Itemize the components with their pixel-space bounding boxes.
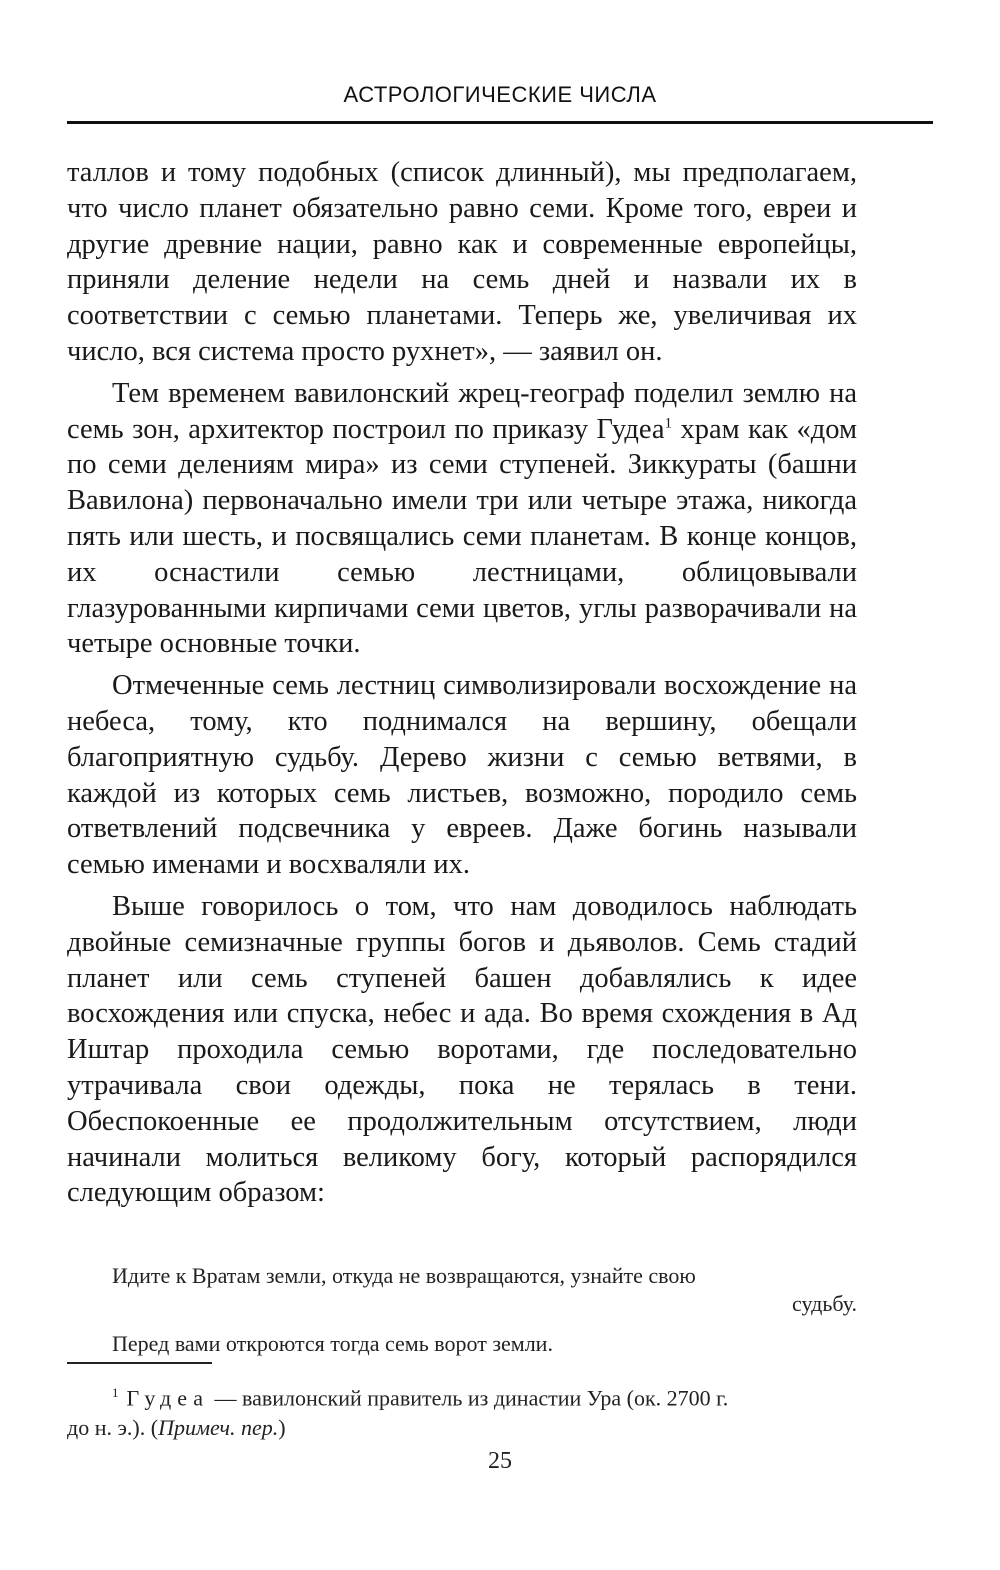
running-header: АСТРОЛОГИЧЕСКИЕ ЧИСЛА: [343, 82, 657, 107]
paragraph-2-start: Тем временем вавилонский жрец-географ поделил землю на семь зон, архитектор построил по приказу Гудеа: [67, 377, 857, 445]
footnote-note: Примеч. пер.: [158, 1415, 279, 1441]
paragraph-1: таллов и тому подобных (список длинный), мы предполагаем, что число планет обязательно равно семи. Кроме того, евреи и другие древние нации, равно как и современные европейцы, приняли деление недели на семь дней и назвали их в соответствии с семью планетами. Теперь же, увеличивая их число, вся система просто рухнет», — заявил он.: [67, 157, 857, 367]
quote-line-1-end: судьбу.: [792, 1291, 857, 1316]
footnote: [67, 1378, 857, 1443]
paragraph-2-end: храм как «дом по семи делениям мира» из семи ступеней. Зиккураты (башни Вавилона) первоначально имели три или четыре этажа, никогда пять или шесть, и посвящались семи планетам. В конце концов, их оснастили семью лестницами, облицовывали глазурованными кирпичами семи цветов, углы разворачивали на четыре основные точки.: [67, 413, 857, 660]
footnote-text: — вавилонский правитель из династии Ура (ок. 2700 г.: [209, 1385, 729, 1411]
block-quote: [112, 1262, 857, 1358]
paragraph-3: Отмеченные семь лестниц символизировали восхождение на небеса, тому, кто поднимался на вершину, обещали благоприятную судьбу. Дерево жизни с семью ветвями, в каждой из которых семь листьев, возможно, породило семь ответвлений подсвечника у евреев. Даже богинь называли семью именами и восхваляли их.: [67, 670, 857, 881]
footnote-line-2: [67, 1413, 857, 1443]
page-number: 25: [488, 1448, 512, 1474]
main-text: [67, 155, 857, 1211]
footnote-reference: 1: [664, 415, 673, 432]
paragraph-4: Выше говорилось о том, что нам доводилось наблюдать двойные семизначные группы богов и дьяволов. Семь стадий планет или семь ступеней башен добавлялись к идее восхождения или спуска, небес и ада. Во время схождения в Ад Иштар проходила семью воротами, где последовательно утрачивала свои одежды, пока не терялась в тени. Обеспокоенные ее продолжительным отсутствием, люди начинали молиться великому богу, который распорядился следующим образом:: [67, 890, 857, 1209]
quote-line-1: Идите к Вратам земли, откуда не возвращаются, узнайте свою: [112, 1263, 696, 1288]
footnote-term: Гудеа: [126, 1385, 209, 1411]
quote-line-2: Перед вами откроются тогда семь ворот земли.: [112, 1331, 553, 1356]
footnote-line-1: [112, 1378, 857, 1413]
paragraph-2: [67, 376, 857, 662]
footnote-close: ): [278, 1415, 286, 1441]
footnote-text-2: до н. э.). (: [67, 1415, 159, 1441]
footnote-rule: [67, 1362, 212, 1364]
footnote-marker: 1: [112, 1385, 119, 1400]
header-rule: [67, 121, 933, 124]
